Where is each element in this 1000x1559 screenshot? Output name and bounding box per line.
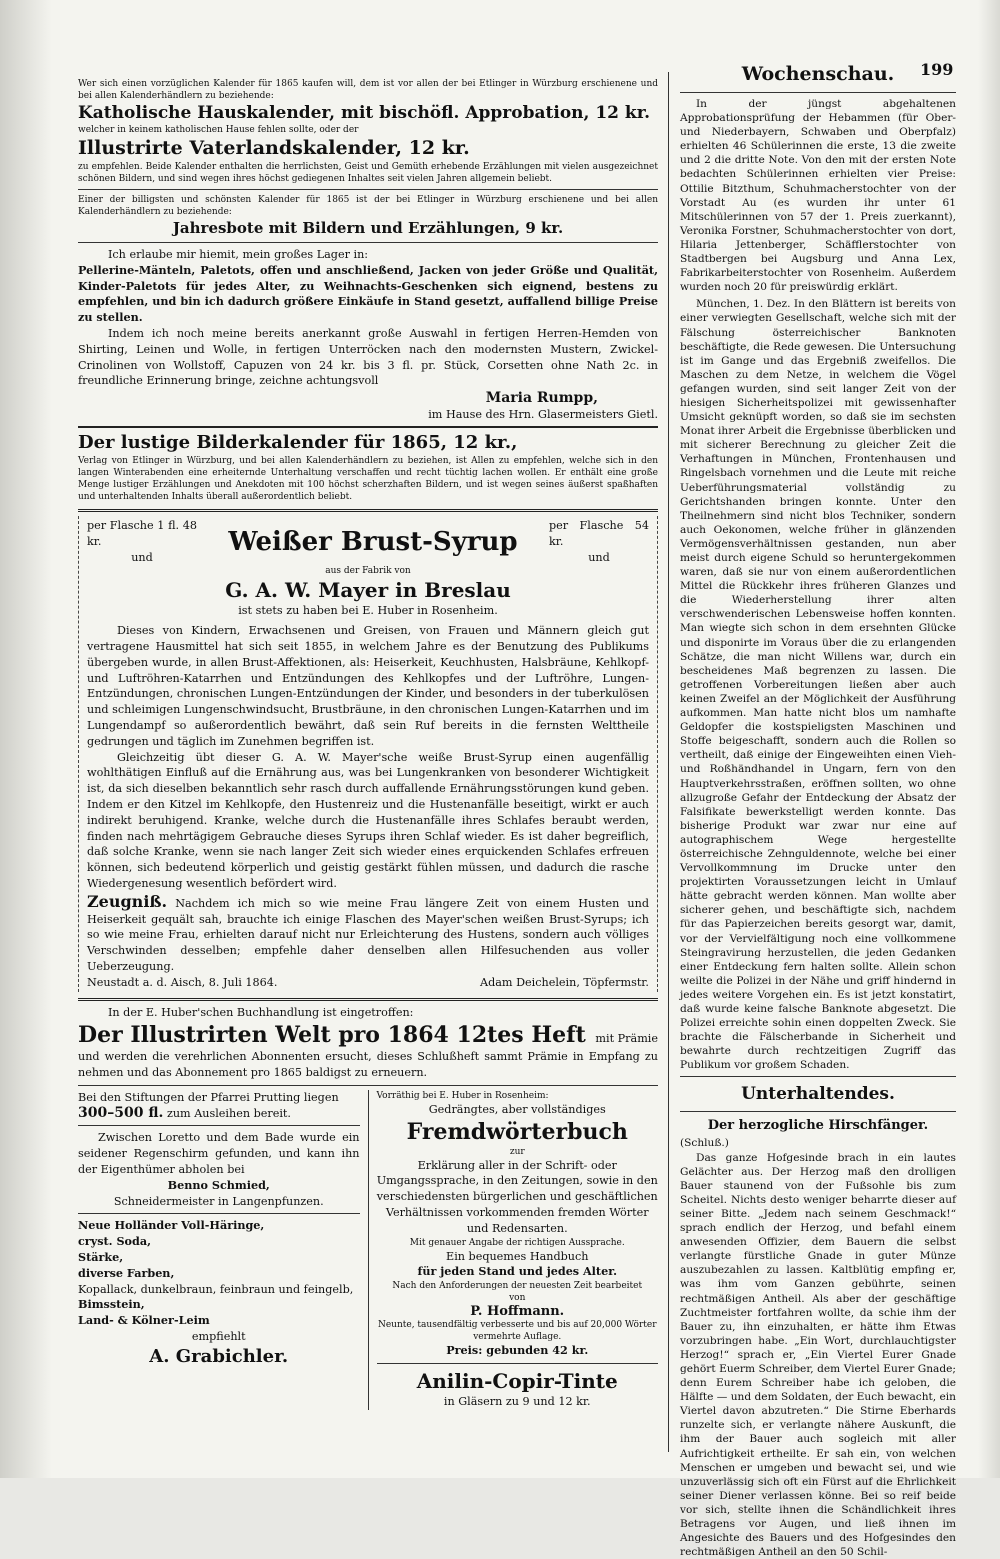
fremd-intro: Vorräthig bei E. Huber in Rosenheim: (376, 1090, 549, 1101)
rumpp-intro: Ich erlaube mir hiemit, mein großes Lager in: (108, 248, 369, 261)
wochenschau-hebammen: In der jüngst abgehaltenen Approbationsprüfung der Hebammen (für Ober- und Niederbayern, Schwaben und Oberpfalz) erhielten 46 Schülerinnen die erste, 13 die zweite und 2 die dritte Note. Von den mit der ersten Note bedachten Schülerinnen erhielten vier Preise: Ottilie Bitzthum, Schuhmacherstochter von der Vorstadt Au (es wurden ihr unter 61 Mitschülerinnen von 57 der 1. Preis zuerkannt), Veronika Forstner, Schuhmacherstochter von dort, Hilaria Jettenberger, Schäfflerstochter von Stadtbergen bei Augsburg und Anna Lex, Fabrikarbeiterstochter von Rosenheim. Außerdem wurden noch 20 für preiswürdig erklärt. (680, 98, 956, 294)
brust-syrup-ad (78, 516, 658, 993)
syrup-title: Weißer Brust-Syrup (228, 526, 518, 557)
stiftung-amount: 300–500 fl. (78, 1104, 164, 1121)
welt-praemie: mit Prämie (595, 1032, 658, 1046)
bilderkalender-body: Verlag von Etlinger in Würzburg, und bei allen Kalenderhändlern zu beziehen, ist Allen zu empfehlen, welche sich in den langen Winterabenden eine erheiternde Unterhaltung verschaffen und recht tüchtig lachen wollen. Er enthält eine große Menge lustiger Erzählungen und Anekdoten mit 100 höchst scherzhaften Bildern, und ist wegen seines äußerst spaßhaften und unterhaltenden Inhalts überall außerordentlich beliebt. (78, 455, 658, 502)
fremd-nach: Nach den Anforderungen der neuesten Zeit bearbeitet (392, 1281, 643, 1292)
divider (78, 998, 658, 1001)
stiftung-text: Bei den Stiftungen der Pfarrei Prutting liegen (78, 1090, 339, 1104)
waren-name: A. Grabichler. (149, 1345, 289, 1367)
zeugnis-signature: Adam Deichelein, Töpfermstr. (480, 975, 649, 989)
left-column (78, 78, 658, 1450)
syrup-maker: G. A. W. Mayer in Breslau (225, 578, 511, 603)
divider (78, 242, 658, 243)
page-gutter-shadow (0, 0, 52, 1478)
column-divider (668, 72, 669, 1452)
rumpp-goods: Pellerine-Mänteln, Paletots, offen und anschließend, Jacken von jeder Größe und Qualität, Kinder-Paletots für jedes Alter, zu Weihnachts-Geschenken sich eignend, bestens zu empfehlen, und bin ich dadurch größere Einkäufe in Stand gesetzt, auffallend billige Preise zu stellen. (78, 262, 658, 325)
fremd-title: Fremdwörterbuch (406, 1118, 628, 1145)
welt-title: Der Illustrirten Welt pro 1864 12tes Heft (78, 1022, 586, 1049)
divider (680, 92, 956, 93)
welt-intro: In der E. Huber'schen Buchhandlung ist eingetroffen: (108, 1006, 414, 1020)
story-title: Der herzogliche Hirschfänger. (707, 1118, 929, 1134)
fremdwoerterbuch-ad (368, 1090, 659, 1410)
divider (377, 1363, 659, 1364)
waren-item: Land- & Kölner-Leim (78, 1313, 210, 1328)
divider (78, 426, 658, 428)
regenschirm-text: Zwischen Loretto und dem Bade wurde ein seidener Regenschirm gefunden, und kann ihn der Eigenthümer abholen bei (78, 1131, 360, 1177)
zeugnis-place: Neustadt a. d. Aisch, 8. Juli 1864. (87, 975, 278, 989)
fremd-von: von (509, 1293, 526, 1304)
fremd-sub: Gedrängtes, aber vollständiges (428, 1102, 606, 1116)
syrup-price-left: per Flasche 1 fl. 48 kr. (87, 518, 197, 548)
fremd-handbuch: Ein bequemes Handbuch (446, 1249, 589, 1263)
waren-empfiehlt: empfiehlt (191, 1330, 246, 1344)
syrup-price-right: per Flasche 54 kr. (549, 518, 649, 548)
waren-item: Bimsstein, (78, 1297, 145, 1312)
bottom-left-ads (78, 1090, 360, 1410)
fremd-body: Erklärung aller in der Schrift- oder Umgangssprache, in den Zeitungen, sowie in den verschiedensten bürgerlichen und geschäftlichen Verhältnissen vorkommenden fremden Wörter und Redensarten. (376, 1158, 658, 1235)
welt-body: und werden die verehrlichen Abonnenten ersucht, dieses Schlußheft sammt Prämie in Empfang zu nehmen und das Abonnement pro 1865 baldigst zu erneuern. (78, 1050, 658, 1080)
kath-kalender-sub: welcher in keinem katholischen Hause fehlen sollte, oder der (78, 125, 359, 135)
rumpp-more: Indem ich noch meine bereits anerkannt große Auswahl in fertigen Herren-Hemden von Shirting, Leinen und Wolle, in fertigen Unterröcken nach den modernsten Mustern, Zwickel-Crinolinen von Wollstoff, Capuzen von 24 kr. bis 3 fl. pr. Stück, Corsetten ohne Nath 2c. in freundliche Erinnerung bringe, zeichne achtungsvoll (78, 326, 658, 388)
wochenschau-title: Wochenschau. (741, 63, 895, 85)
divider (78, 1085, 658, 1086)
regenschirm-address: Schneidermeister in Langenpfunzen. (113, 1194, 324, 1208)
story-body: Das ganze Hofgesinde brach in ein lautes Gelächter aus. Der Herzog maß den drolligen Bauer staunend von der Fußsohle bis zum Scheitel. Nichts desto weniger beharrte dieser auf seiner Bitte. „Jedem nach seinem Geschmack!“ sprach endlich der Herzog, und befahl einem anwesenden Offizier, dem Bauern die selbst verlangte fürstliche Gnade in guter Münze auszubezahlen zu lassen. Kaltblütig empfing er, was ihm vom Ganzen gebührte, seinen rechtmäßigen Antheil. Als aber der geschäftige Zuchtmeister fortfahren wollte, da schie ihm der Bauer zu, ihn einzuhalten, er hätte ihm Etwas vorzubringen habe. „Ein Wort, durchlauchtigster Herzog!“ sprach er, „Ein Viertel Eurer Gnade gehört Euerm Schreiber, dem Viertel Eurer Gnade; denn Eurem Schreiber habe ich geloben, die Hälfte — und dem Soldaten, der Euch bewacht, ein Viertel davon abzutreten.“ Die Stirne Eberhards runzelte sich, er verlangte nähere Auskunft, die ihm der Bauer auch sogleich mit aller Aufrichtigkeit ertheilte. Er sah ein, von welchen Menschen er umgeben und bewacht sei, und wie unzuverlässig sich oft ein Fürst auf die Ehrlichkeit seiner Diener verlassen könne. Bei so reif beide vor sich, stellte ihnen die Schändlichkeit ihres Betragens vor Augen, und ließ ihnen im Angesichte des Bauers und des Hofgesindes den rechtmäßigen Antheil an den 50 Schil- (680, 1151, 957, 1559)
tinte-sub: in Gläsern zu 9 und 12 kr. (443, 1395, 591, 1409)
fremd-fuer: für jeden Stand und jedes Alter. (417, 1264, 617, 1279)
syrup-aus: aus der Fabrik von (325, 566, 411, 577)
waren-list (78, 1218, 360, 1329)
regenschirm-name: Benno Schmied, (167, 1177, 270, 1192)
syrup-stets: ist stets zu haben bei E. Huber in Rosenheim. (238, 604, 498, 618)
fremd-auflage: Neunte, tausendfältig verbesserte und bis auf 20,000 Wörter vermehrte Auflage. (377, 1320, 657, 1343)
syrup-text-2: Gleichzeitig übt dieser G. A. W. Mayer'sche weiße Brust-Syrup einen augenfällig wohlthätigen Einfluß auf die Ernährung aus, was bei Lungenkranken von besonderer Wichtigkeit ist, da sich dieselben bekanntlich sehr rasch durch auffallende Ernährungsstörungen kund geben. Indem er den Kitzel im Kehlkopfe, den Hustenreiz und die Hustenanfälle beseitigt, wirkt er auch indirekt beruhigend. Kranke, welche durch die Hustenanfälle ihres Schlafes beraubt werden, finden nach mehrtägigem Gebrauche dieses Syrups ihren Schlaf wieder. Es ist daher begreiflich, daß solche Kranke, wenn sie nach langer Zeit sich wieder eines erquickenden Schlafes erfreuen können, sich bedeutend körperlich und geistig gestärkt fühlen müssen, und dadurch die rasche Wiedergenesung wesentlich befördert wird. (87, 750, 649, 890)
jahresbote-intro: Einer der billigsten und schönsten Kalender für 1865 ist der bei Etlinger in Würzburg erschienene und bei allen Kalenderhändlern zu beziehende: (78, 195, 658, 217)
tinte-title: Anilin-Copir-Tinte (416, 1369, 618, 1394)
zeugnis-body: Nachdem ich mich so wie meine Frau längere Zeit von einem Husten und Heiserkeit gequält sah, brauchte ich einige Flaschen des Mayer'schen weißen Brust-Syrups; ich so wie meine Frau, erhielten darauf nicht nur Erleichterung des Hustens, sondern auch völliges Verschwinden desselben; empfehle daher denselben allen Hilfesuchenden aus voller Ueberzeugung. (87, 896, 649, 973)
jahresbote-title: Jahresbote mit Bildern und Erzählungen, 9 kr. (172, 219, 564, 237)
stiftung-rest: zum Ausleihen bereit. (166, 1106, 291, 1120)
story-subtitle: (Schluß.) (680, 1137, 729, 1150)
rumpp-name: Maria Rumpp, (485, 390, 598, 407)
divider (78, 189, 658, 190)
fremd-preis: Preis: gebunden 42 kr. (446, 1343, 589, 1358)
divider (78, 1125, 360, 1126)
kath-kalender-title: Katholische Hauskalender, mit bischöfl. Approbation, 12 kr. (78, 103, 651, 123)
kalender-intro: Wer sich einen vorzüglichen Kalender für 1865 kaufen will, dem ist vor allen der bei Etlinger in Würzburg erschienene und bei allen Kalenderhändlern zu beziehende: (78, 79, 658, 101)
unterhaltendes-title: Unterhaltendes. (741, 1084, 895, 1105)
fremd-aussprache: Mit genauer Angabe der richtigen Aussprache. (409, 1237, 625, 1248)
waren-item: Stärke, (78, 1250, 124, 1265)
waren-item: Kopallack, dunkelbraun, feinbraun und feingelb, (78, 1282, 354, 1296)
fremd-author: P. Hoffmann. (470, 1304, 565, 1320)
rumpp-address: im Hause des Hrn. Glasermeisters Gietl. (428, 408, 658, 422)
bilderkalender-title: Der lustige Bilderkalender für 1865, 12 kr., (78, 431, 518, 453)
divider (680, 1111, 956, 1112)
syrup-text-1: Dieses von Kindern, Erwachsenen und Greisen, von Frauen und Männern gleich gut vertragene Hausmittel hat sich seit 1855, in welchem Jahre es der Benutzung des Publikums übergeben wurde, in allen Brust-Affektionen, als: Heiserkeit, Keuchhusten, Halsbräune, Kehlkopf- und Luftröhren-Katarrhen und Entzündungen des Kehlkopfes und der Luftröhre, Lungen-Entzündungen, chronischen Lungen-Entzündungen der Kinder, und besonders in der tuberkulösen und schleimigen Lungenschwindsucht, Brustbräune, in den chronischen Lungen-Katarrhen und im Lungendampf so außerordentlich bewährt, daß sein Ruf bereits in die fernsten Welttheile gedrungen und täglich im Zunehmen begriffen ist. (87, 624, 649, 748)
page-edge-shadow (978, 0, 1000, 1478)
bottom-ads (78, 1090, 658, 1410)
wochenschau-muenchen: München, 1. Dez. In den Blättern ist bereits von einer verwiegten Gesellschaft, welche sich mit der Fälschung österreichischer Banknoten beschäftigte, die Rede gewesen. Die Untersuchung ist im Gange und das Ergebniß zweifellos. Die Maschen zu dem Netze, in welchem die Vögel gefangen wurden, sind seit langer Zeit von der hiesigen Sicherheitspolizei mit gewissenhafter Umsicht geknüpft worden, so daß sie im sechsten Monat ihrer Arbeit die Ergebnisse überblicken und mit sicherer Berechnung zu gleicher Zeit die Verhaftungen in München, Frontenhausen und Ringelsbach vornehmen und die Leute mit reiche Ueberführungsmaterial vollständig zu Gerichtshanden bringen konnte. Unter den Theilnehmern sind nicht blos Techniker, sondern auch Oekonomen, welche früher in glänzenden Vermögensverhältnissen gestanden, nun aber meist durch eigene Schuld so heruntergekommen waren, daß sie nur von einem außerordentlichen Mittel die Rückkehr ihres früheren Glanzes und die Wiederherstellung ihrer alten verschwenderischen Lebensweise hoffen konnten. Man wiegte sich schon in dem ersehnten Glücke und disponirte im Voraus über die zu erlangenden Schätze, die man nicht Willens war, durch ein bescheidenes Maß begrenzen zu lassen. Die getroffenen Vorbereitungen ließen aber auch keinen Zweifel an der Möglichkeit der Ausführung aufkommen. Man hatte nicht blos um namhafte Geldopfer die kostspieligsten Maschinen und Stoffe beigeschafft, sondern auch die Rollen so vertheilt, daß einige der Eingeweihten einen Vieh- und Roßhändhandel in Ungarn, fern von den Hauptverkehrsstraßen, eröffnen sollten, wo ohne allzugroße Gefahr der Entdeckung der Absatz der Falsifikate bewerkstelligt werden konnte. Das bisherige Produkt war zwar nur eine auf autographischem Wege hergestellte österreichische Zehnguldennote, welche bei einer Vervollkommnung im Drucke unter den projektirten Voraussetzungen leicht in Umlauf hätte gebracht werden können. Man wollte aber sicherer gehen, und beschäftigte sich, nachdem für das Papierzeichen bereits gesorgt war, damit, vor der Vervielfältigung noch eine vollkommene Steingravirung herzustellen, die jeden Gedanken einer Entdeckung fern halten sollte. Allein schon weilte die Polizei in der Nähe und griff hindernd in jedes weitere Vorgehen ein. Es ist jetzt konstatirt, daß wurde keine falsche Banknote abgesetzt. Die Polizei erreichte sohin einen doppelten Zweck. Sie brachte die Fälscherbande in Sicherheit und bewahrte durch rechtzeitigen Zugriff das Publikum vor großem Schaden. (680, 298, 956, 1072)
fremd-zur: zur (509, 1146, 525, 1157)
waren-item: Neue Holländer Voll-Häringe, (78, 1218, 265, 1233)
ill-kalender-body: zu empfehlen. Beide Kalender enthalten die herrlichsten, Geist und Gemüth erhebende Erzählungen mit vielen ausgezeichnet schönen Bildern, und sind wegen ihres höchst gediegenen Inhaltes seit vielen Jahren allgemein beliebt. (78, 162, 658, 184)
syrup-und-left: und (131, 550, 153, 564)
waren-item: cryst. Soda, (78, 1234, 151, 1249)
syrup-und-right: und (588, 550, 610, 564)
ill-kalender-title: Illustrirte Vaterlandskalender, 12 kr. (78, 137, 470, 159)
divider (680, 1076, 956, 1077)
zeugnis-label: Zeugniß. (87, 891, 168, 911)
divider (78, 1213, 360, 1214)
divider (78, 509, 658, 512)
waren-item: diverse Farben, (78, 1265, 175, 1280)
right-column (680, 60, 957, 1559)
page-number: 199 (920, 60, 954, 79)
